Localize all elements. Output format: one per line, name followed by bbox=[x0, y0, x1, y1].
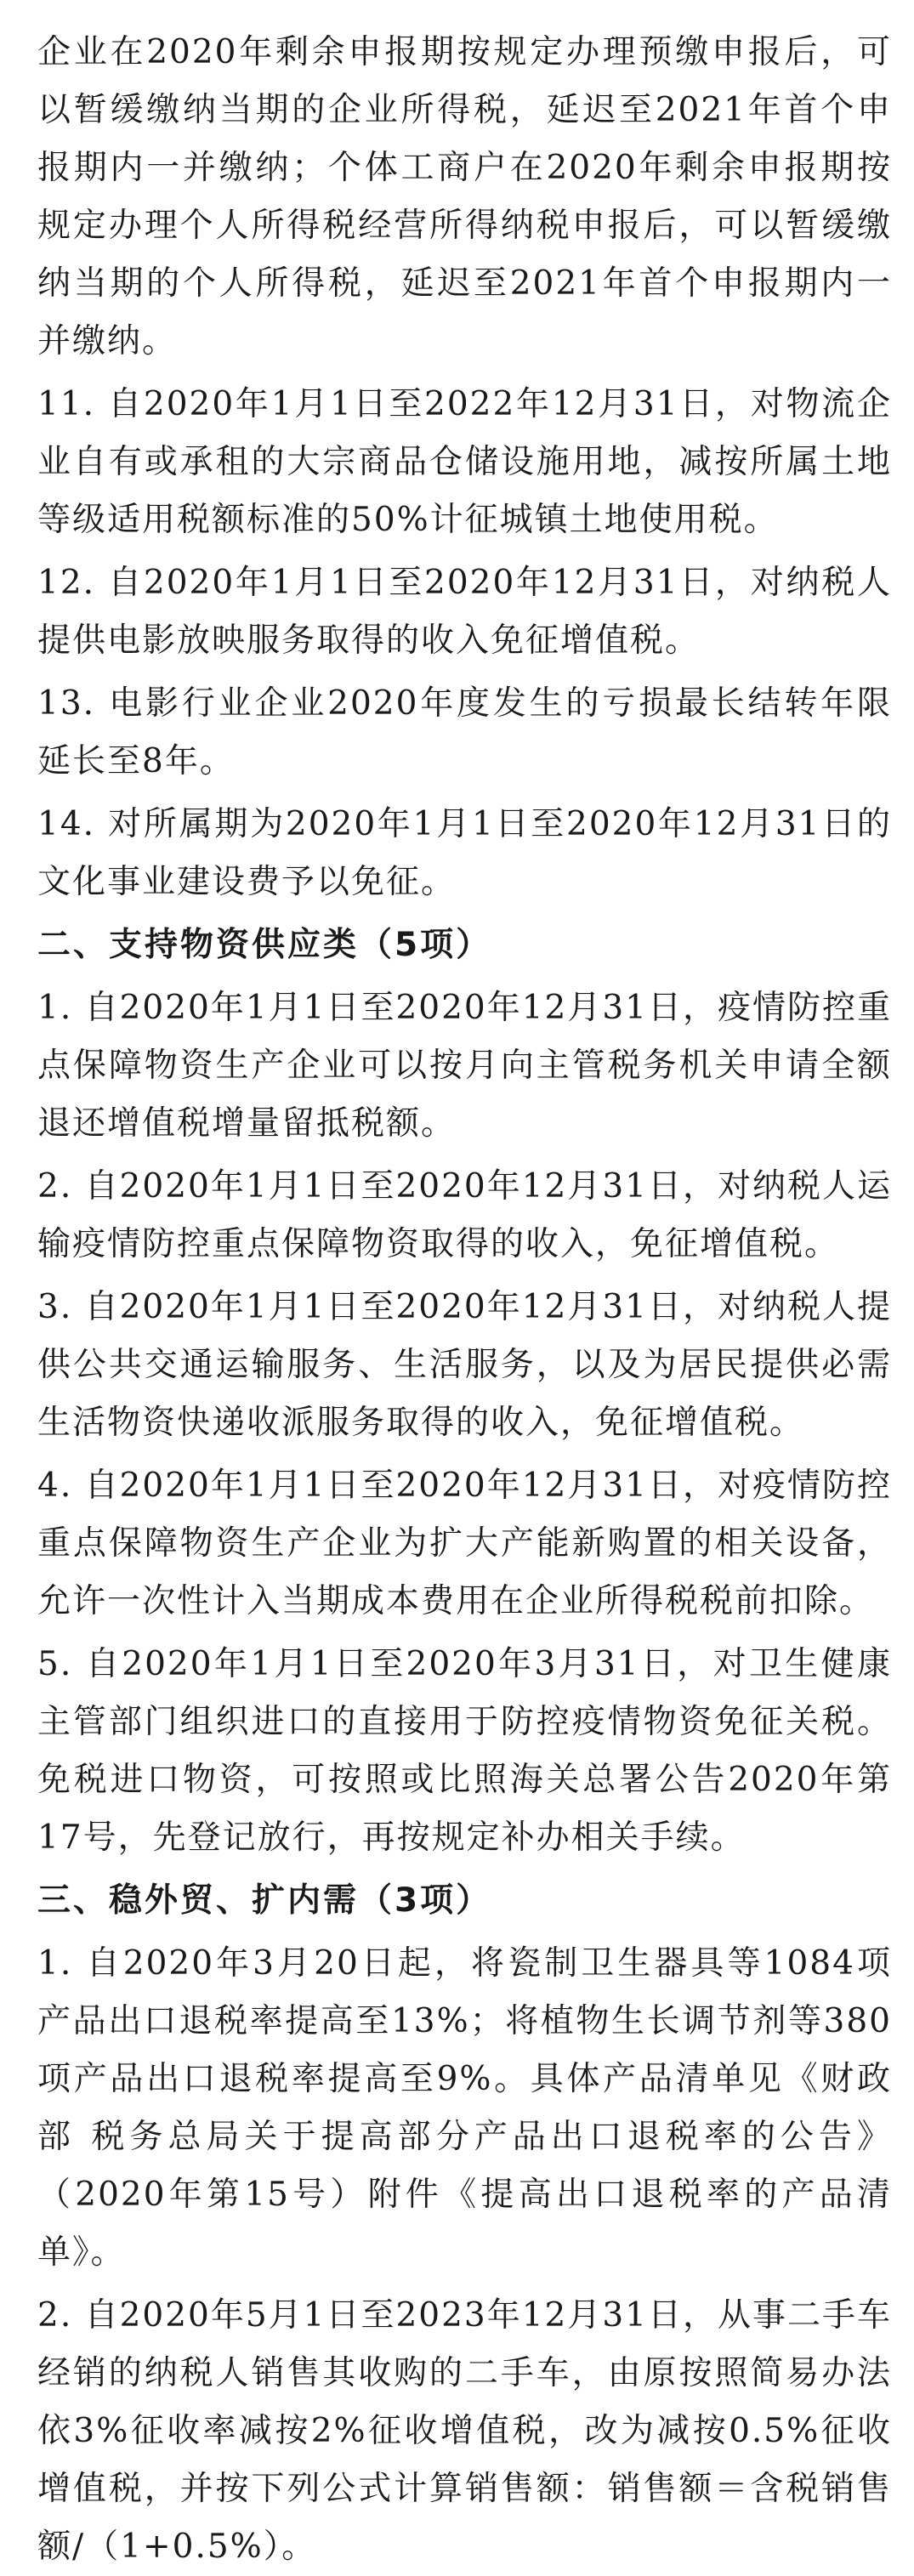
policy-item-14: 14. 对所属期为2020年1月1日至2020年12月31日的文化事业建设费予以免征。 bbox=[37, 805, 892, 901]
supply-item-1: 1. 自2020年1月1日至2020年12月31日，疫情防控重点保障物资生产企业可以按月向主管税务机关申请全额退还增值税增量留抵税额。 bbox=[37, 989, 892, 1143]
supply-item-2: 2. 自2020年1月1日至2020年12月31日，对纳税人运输疫情防控重点保障物资取得的收入，免征增值税。 bbox=[37, 1167, 892, 1263]
supply-item-5: 5. 自2020年1月1日至2020年3月31日，对卫生健康主管部门组织进口的直接用于防控疫情物资免征关税。免税进口物资，可按照或比照海关总署公告2020年第17号，先登记放行，再按规定补办相关手续。 bbox=[37, 1645, 892, 1857]
supply-item-3: 3. 自2020年1月1日至2020年12月31日，对纳税人提供公共交通运输服务、生活服务，以及为居民提供必需生活物资快递收派服务取得的收入，免征增值税。 bbox=[37, 1288, 892, 1442]
trade-item-1: 1. 自2020年3月20日起，将瓷制卫生器具等1084项产品出口退税率提高至13%；将植物生长调节剂等380项产品出口退税率提高至9%。具体产品清单见《财政部 税务总局关于提高部分产品出口退税率的公告》（2020年第15号）附件《提高出口退税率的产品清单》。 bbox=[37, 1944, 892, 2272]
trade-item-2: 2. 自2020年5月1日至2023年12月31日，从事二手车经销的纳税人销售其收购的二手车，由原按照简易办法依3%征收率减按2%征收增值税，改为减按0.5%征收增值税，并按下列公式计算销售额：销售额＝含税销售额/（1+0.5%）。 bbox=[37, 2296, 892, 2566]
supply-item-4: 4. 自2020年1月1日至2020年12月31日，对疫情防控重点保障物资生产企业为扩大产能新购置的相关设备，允许一次性计入当期成本费用在企业所得税税前扣除。 bbox=[37, 1467, 892, 1620]
intro-paragraph: 企业在2020年剩余申报期按规定办理预缴申报后，可以暂缓缴纳当期的企业所得税，延迟至2021年首个申报期内一并缴纳；个体工商户在2020年剩余申报期按规定办理个人所得税经营所得纳税申报后，可以暂缓缴纳当期的个人所得税，延迟至2021年首个申报期内一并缴纳。 bbox=[37, 33, 892, 360]
section-heading-trade: 三、稳外贸、扩内需（3项） bbox=[37, 1881, 492, 1920]
policy-item-12: 12. 自2020年1月1日至2020年12月31日，对纳税人提供电影放映服务取得的收入免征增值税。 bbox=[37, 564, 892, 660]
policy-item-13: 13. 电影行业企业2020年度发生的亏损最长结转年限延长至8年。 bbox=[37, 684, 892, 780]
policy-item-11: 11. 自2020年1月1日至2022年12月31日，对物流企业自有或承租的大宗商品仓储设施用地，减按所属土地等级适用税额标准的50%计征城镇土地使用税。 bbox=[37, 385, 892, 539]
section-heading-supply: 二、支持物资供应类（5项） bbox=[37, 926, 492, 964]
